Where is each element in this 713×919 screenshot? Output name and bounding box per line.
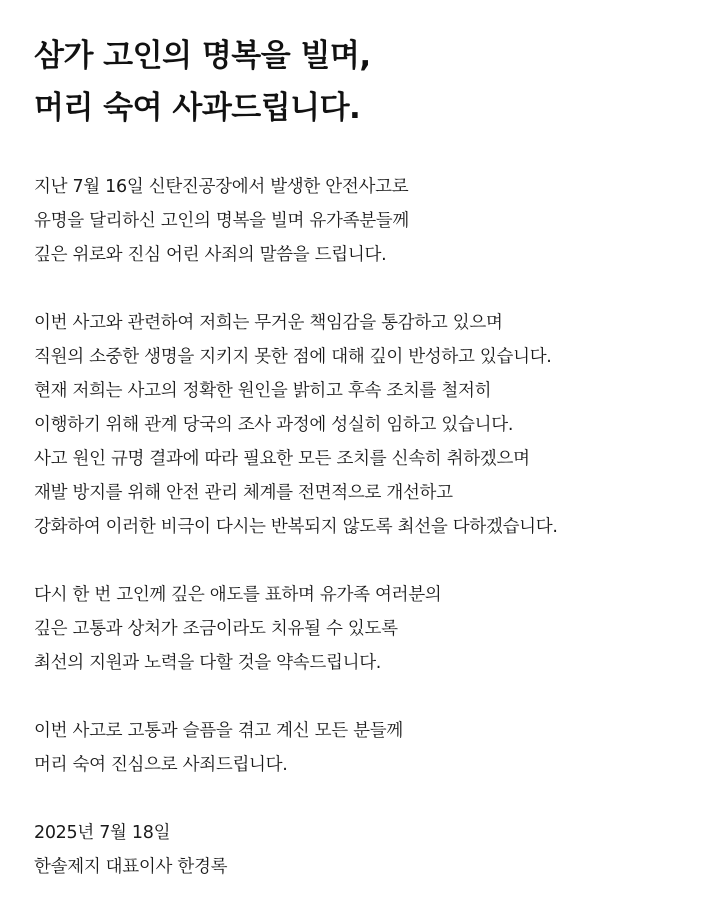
paragraph-line: 강화하여 이러한 비극이 다시는 반복되지 않도록 최선을 다하겠습니다. [34,517,558,537]
paragraph-line: 이번 사고와 관련하여 저희는 무거운 책임감을 통감하고 있으며 [34,313,503,333]
paragraph-line: 이번 사고로 고통과 슬픔을 겪고 계신 모든 분들께 [34,721,403,741]
paragraph-line: 사고 원인 규명 결과에 따라 필요한 모든 조치를 신속히 취하겠으며 [34,449,530,469]
paragraph-line: 유명을 달리하신 고인의 명복을 빌며 유가족분들께 [34,211,410,231]
paragraph-apology [34,714,704,782]
paragraph-line: 깊은 고통과 상처가 조금이라도 치유될 수 있도록 [34,619,398,639]
paragraph-line: 지난 7월 16일 신탄진공장에서 발생한 안전사고로 [34,177,409,197]
apology-letter [34,30,704,884]
letter-signature: 한솔제지 대표이사 한경록 [34,857,228,877]
paragraph-line: 머리 숙여 진심으로 사죄드립니다. [34,755,288,775]
letter-title [34,30,704,134]
letter-date: 2025년 7월 18일 [34,823,171,843]
paragraph-responsibility [34,306,704,544]
paragraph-line: 현재 저희는 사고의 정확한 원인을 밝히고 후속 조치를 철저히 [34,381,492,401]
paragraph-support [34,578,704,680]
paragraph-line: 재발 방지를 위해 안전 관리 체계를 전면적으로 개선하고 [34,483,453,503]
title-line-1: 삼가 고인의 명복을 빌며, [34,38,371,74]
paragraph-condolence [34,170,704,272]
paragraph-line: 깊은 위로와 진심 어린 사죄의 말씀을 드립니다. [34,245,387,265]
paragraph-line: 직원의 소중한 생명을 지키지 못한 점에 대해 깊이 반성하고 있습니다. [34,347,552,367]
paragraph-line: 다시 한 번 고인께 깊은 애도를 표하며 유가족 여러분의 [34,585,442,605]
paragraph-line: 최선의 지원과 노력을 다할 것을 약속드립니다. [34,653,382,673]
paragraph-line: 이행하기 위해 관계 당국의 조사 과정에 성실히 임하고 있습니다. [34,415,514,435]
letter-footer [34,816,704,884]
title-line-2: 머리 숙여 사과드립니다. [34,90,361,126]
